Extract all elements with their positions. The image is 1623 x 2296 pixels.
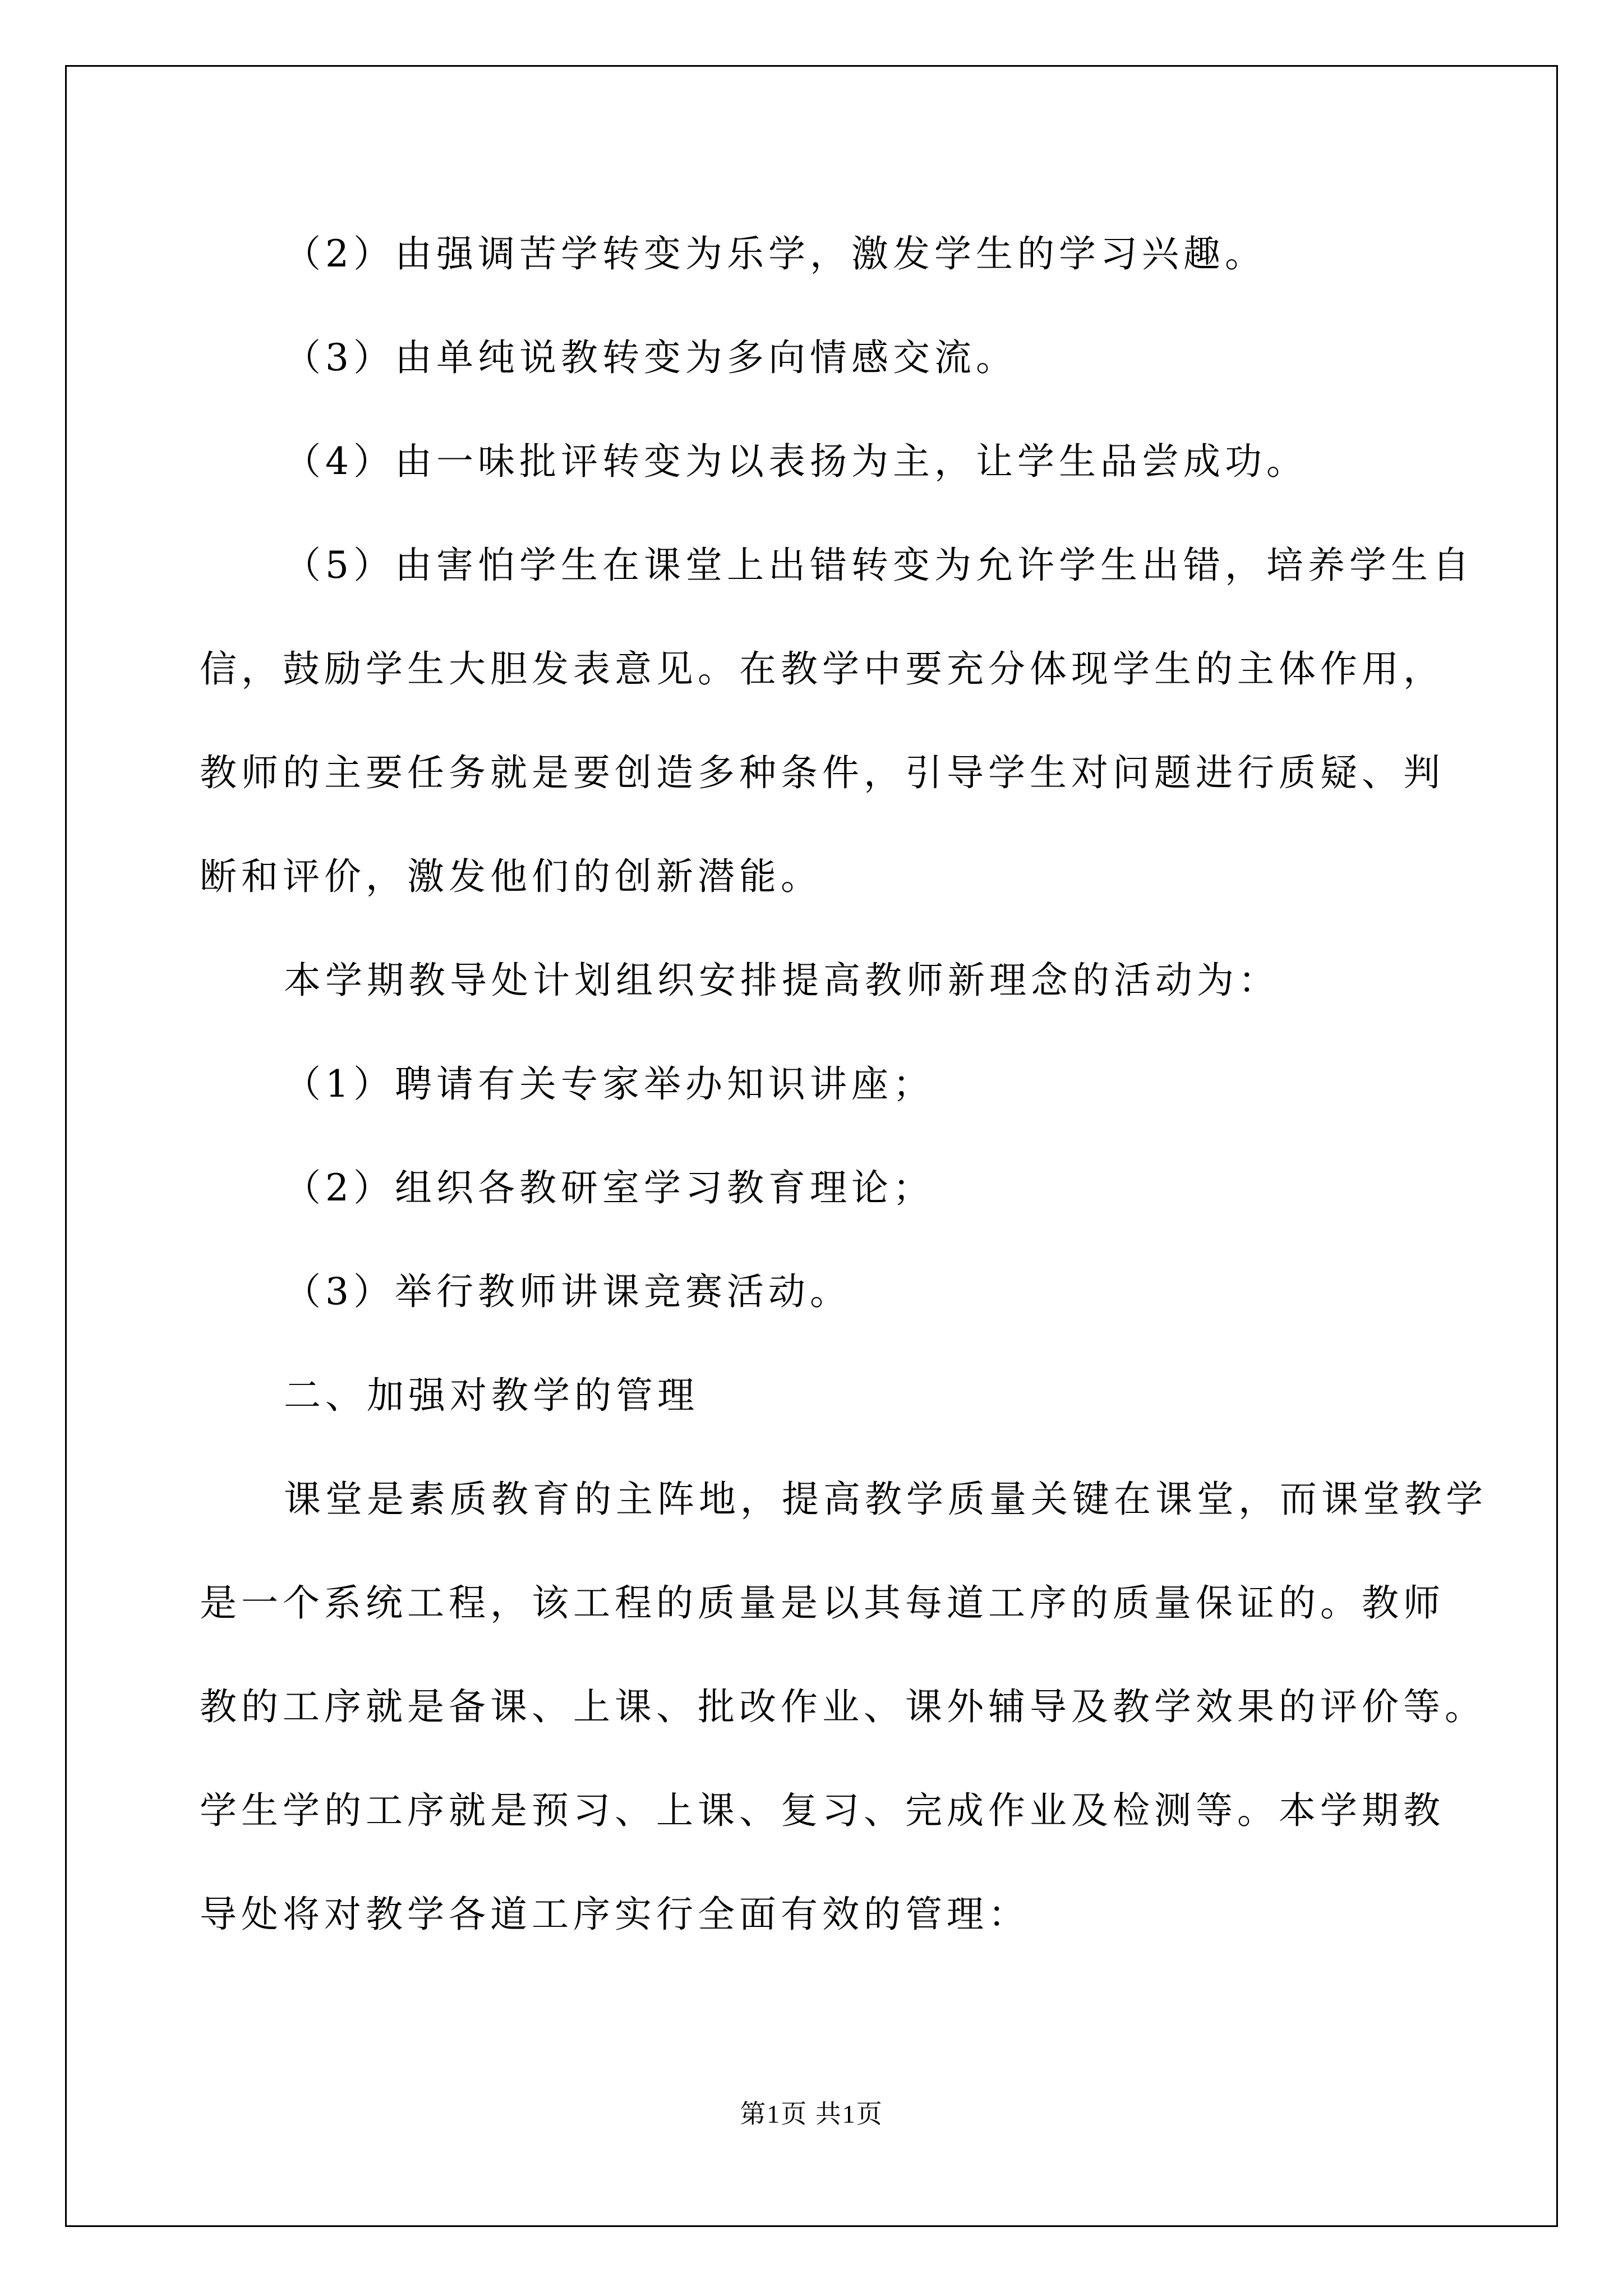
text-line: （4）由一味批评转变为以表扬为主，让学生品尝成功。 [284,440,1308,483]
text-line: （3）举行教师讲课竞赛活动。 [284,1270,851,1313]
text-line: 断和评价，激发他们的创新潜能。 [200,855,822,898]
text-line: 课堂是素质教育的主阵地，提高教学质量关键在课堂，而课堂教学 [284,1478,1487,1521]
section-heading: 二、加强对教学的管理 [284,1374,699,1417]
text-line: 教的工序就是备课、上课、批改作业、课外辅导及教学效果的评价等。 [200,1685,1486,1728]
text-line: （5）由害怕学生在课堂上出错转变为允许学生出错，培养学生自 [284,544,1474,587]
text-line: （2）由强调苦学转变为乐学，激发学生的学习兴趣。 [284,232,1266,275]
text-line: （3）由单纯说教转变为多向情感交流。 [284,336,1017,379]
text-line: （2）组织各教研室学习教育理论； [284,1166,934,1209]
text-line: 教师的主要任务就是要创造多种条件，引导学生对问题进行质疑、判 [200,751,1445,794]
text-line: 导处将对教学各道工序实行全面有效的管理： [200,1893,1030,1936]
text-line: 本学期教导处计划组织安排提高教师新理念的活动为： [284,959,1280,1002]
text-line: 学生学的工序就是预习、上课、复习、完成作业及检测等。本学期教 [200,1789,1445,1832]
text-line: （1）聘请有关专家举办知识讲座； [284,1062,934,1106]
page-footer: 第1页 共1页 [740,2100,883,2128]
text-line: 是一个系统工程，该工程的质量是以其每道工序的质量保证的。教师 [200,1581,1445,1625]
text-line: 信，鼓励学生大胆发表意见。在教学中要充分体现学生的主体作用， [200,647,1445,691]
